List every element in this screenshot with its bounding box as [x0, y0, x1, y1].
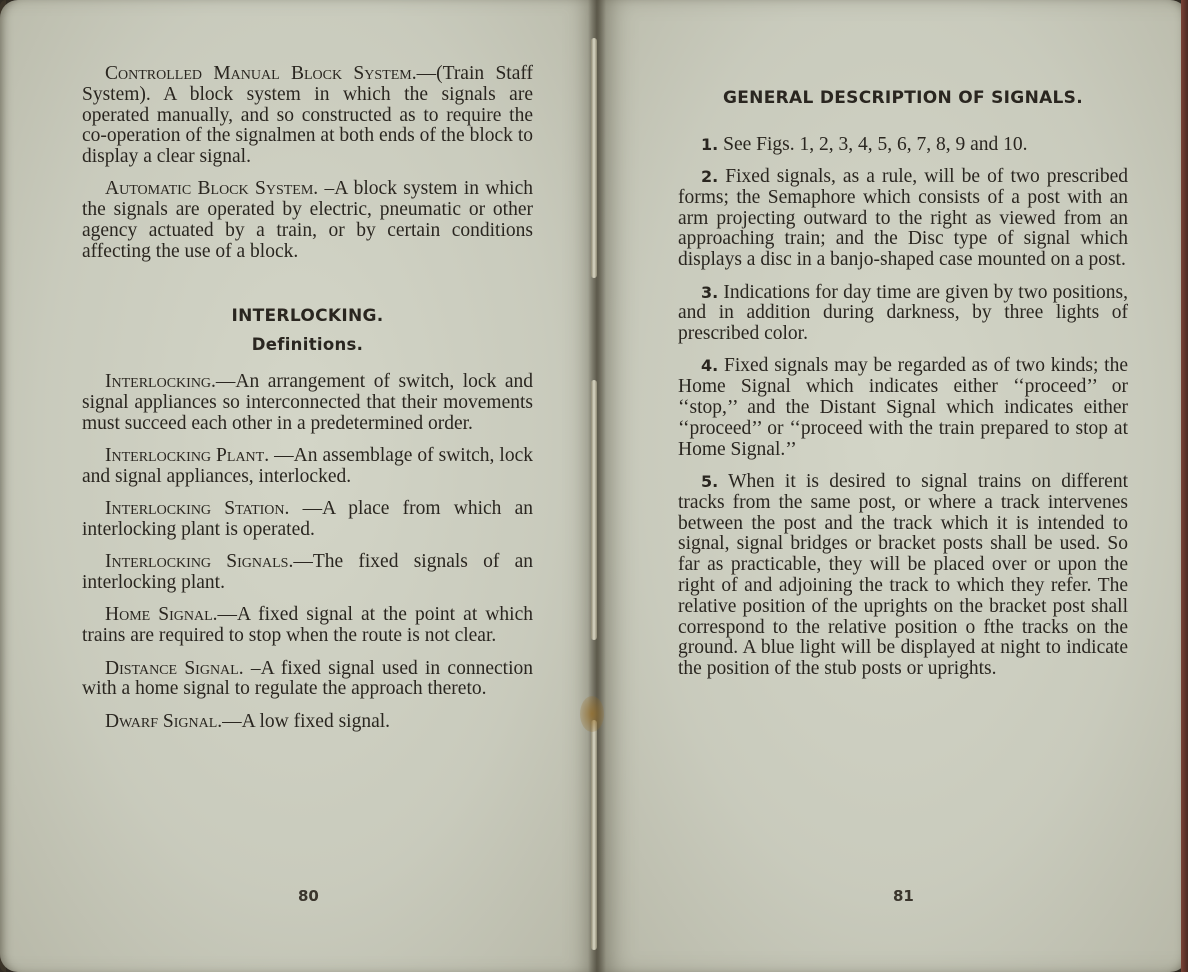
definition-text: —An assemblage of switch, lock and signal appliances, interlocked. — [82, 445, 533, 487]
term: Home Signal. — [105, 604, 218, 626]
term: Controlled Manual Block System. — [105, 63, 417, 84]
definition-text: —An arrangement of switch, lock and signal appliances so interconnected that their movements must succeed each other in a predetermined order. — [82, 371, 533, 434]
definition-distance-signal — [82, 659, 533, 701]
term: Distance Signal. — [105, 657, 244, 679]
binding-stitch — [591, 38, 597, 278]
term: Interlocking. — [105, 371, 216, 393]
numbered-item — [678, 167, 1128, 271]
numbered-item — [678, 283, 1128, 345]
definition-text: —The fixed signals of an interlocking plant. — [82, 551, 534, 594]
item-number: 5. — [701, 471, 719, 491]
numbered-item — [678, 472, 1128, 680]
term: Interlocking Station. — [105, 498, 290, 520]
page-number-right: 81 — [893, 887, 914, 905]
definition-text: —(Train Staff System). A block system in which the signals are operated manually, and so constructed as to require the co-operation of the signalmen at both ends of the block to display a clear signal. — [82, 63, 534, 168]
definition-dwarf-signal — [82, 712, 533, 733]
definition-interlocking-plant — [82, 446, 533, 488]
definition-text: —A low fixed signal. — [222, 710, 391, 732]
item-text: Fixed signals, as a rule, will be of two prescribed forms; the Semaphore which consists of a post with an arm projecting outward to the right as viewed from an approaching train; and the Disc type of signal which displays a disc in a banjo-shaped case mounted on a post. — [678, 166, 1128, 271]
item-number: 1. — [701, 134, 719, 154]
binding-stitch — [591, 380, 597, 640]
item-text: Indications for day time are given by two positions, and in addition during darkness, by three lights of prescribed color. — [678, 281, 1128, 345]
left-page-text — [82, 64, 533, 744]
item-text: See Figs. 1, 2, 3, 4, 5, 6, 7, 8, 9 and 10. — [723, 133, 1028, 155]
right-page-text — [678, 88, 1128, 691]
right-page — [596, 0, 1188, 972]
page-heading: GENERAL DESCRIPTION OF SIGNALS. — [723, 88, 1083, 108]
term: Dwarf Signal. — [105, 710, 223, 732]
definition-interlocking-signals — [82, 552, 533, 594]
definition-text: —A place from which an interlocking plant is operated. — [82, 498, 533, 541]
numbered-item — [678, 135, 1128, 156]
paragraph-automatic-block — [82, 179, 533, 262]
term: Automatic Block System. — [105, 178, 319, 200]
item-number: 3. — [701, 282, 719, 302]
item-number: 4. — [701, 356, 719, 376]
definition-text: –A fixed signal used in connection with a home signal to regulate the approach thereto. — [82, 657, 533, 700]
item-number: 2. — [701, 167, 719, 187]
definition-interlocking-station — [82, 499, 533, 541]
book-cover-edge-right — [1181, 0, 1188, 972]
definition-text: –A block system in which the signals are operated by electric, pneumatic or other agency actuated by a train, or by certain conditions affecting the use of a block. — [82, 178, 533, 262]
binding-stain — [580, 696, 604, 732]
section-heading: INTERLOCKING. — [231, 305, 384, 326]
numbered-item — [678, 356, 1128, 460]
definition-text: —A fixed signal at the point at which trains are required to stop when the route is not clear. — [82, 604, 533, 647]
page-number-left: 80 — [298, 887, 319, 905]
term: Interlocking Signals. — [105, 551, 294, 573]
item-text: Fixed signals may be regarded as of two kinds; the Home Signal which indicates either ‘‘proceed’’ or ‘‘stop,’’ and the Distant Signal which indicates either ‘‘proceed’’ or ‘‘proceed with the train prepared to stop at Home Signal.’’ — [678, 355, 1129, 460]
binding-stitch — [591, 720, 597, 950]
definition-home-signal — [82, 605, 533, 647]
paragraph-controlled-manual-block — [82, 64, 533, 168]
term: Interlocking Plant. — [105, 445, 270, 467]
item-text: When it is desired to signal trains on different tracks from the same post, or where a track intervenes between the post and the track which it is intended to signal, signal bridges or bracket posts shall be used. So far as practicable, they will be placed over or upon the right of and adjoining the track to which they refer. The relative position of the uprights on the bracket post shall correspond to the relative position o fthe tracks on the ground. A blue light will be displayed at night to indicate the position of the stub posts or uprights. — [678, 470, 1128, 680]
subheading: Definitions. — [251, 335, 364, 355]
definition-interlocking — [82, 372, 533, 434]
